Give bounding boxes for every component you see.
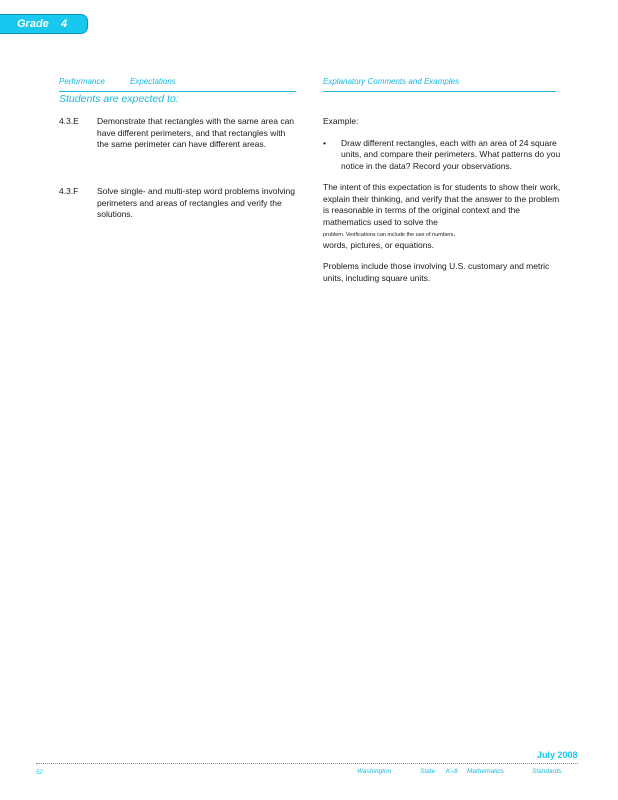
footer-word-grades: K–8 [446,768,458,775]
footer-word-mathematics: Mathematics [467,768,504,775]
intent-paragraph [323,182,561,251]
example-bullet-text: Draw different rectangles, each with an area of 24 square units, and compare their perimeters. What patterns do you notice in the data? Record your observations. [341,137,561,171]
example-label: Example: [323,116,359,126]
left-heading-rule [59,91,296,92]
page-number: 52 [36,770,43,776]
right-heading-rule [323,91,556,92]
explanatory-comments [323,116,561,294]
intent-paragraph-small-text: problem. Verifications can include the use of numbers, [323,232,456,238]
expectation-number: 4.3.E [59,116,79,126]
footer-word-washington: Washington [357,768,392,775]
footer-date: July 2008 [537,750,578,760]
grade-number: 4 [61,18,68,30]
expectation-text: Demonstrate that rectangles with the same area can have different perimeters, and that rectangles with the same perimeter can have different areas. [97,116,295,149]
footer-word-standards: Standards [532,768,562,775]
expectation-number: 4.3.F [59,186,79,196]
footer-word-state: State [420,768,436,775]
units-paragraph: Problems include those involving U.S. customary and metric units, including square units. [323,261,550,283]
students-expected-subheading: Students are expected to: [59,93,179,105]
column-heading-expectations: Expectations [130,77,176,86]
column-heading-comments: Explanatory Comments and Examples [323,77,460,86]
footer-divider [36,763,578,764]
intent-paragraph-end: words, pictures, or equations. [323,239,435,250]
grade-tab [0,14,88,34]
bullet-symbol: • [323,137,326,148]
grade-label: Grade [17,18,49,30]
expectation-text: Solve single- and multi-step word problems involving perimeters and areas of rectangles and verify the solutions. [97,186,295,219]
intent-paragraph-text: The intent of this expectation is for students to show their work, explain their thinking, and verify that the answer to the problem is reasonable in terms of the original context and the mathematics used to solve the [323,182,561,227]
example-bullet [323,138,561,173]
column-heading-performance: Performance [59,77,105,86]
